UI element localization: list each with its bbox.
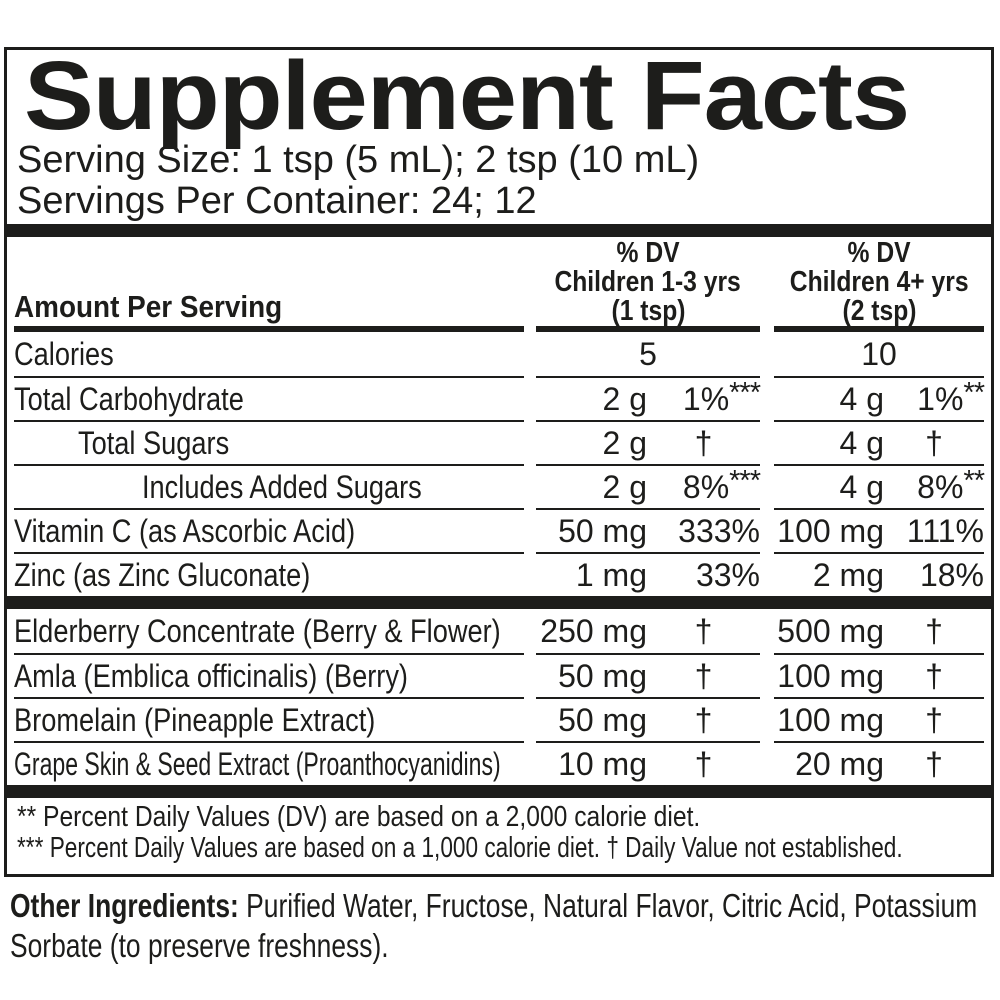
nutrient-name: Total Sugars <box>78 424 230 461</box>
amount-col2: 100 mg <box>777 512 884 549</box>
panel-title <box>24 47 984 150</box>
dv-col2-footnote-marker: ** <box>963 376 984 409</box>
amount-per-serving-label: Amount Per Serving <box>14 289 283 324</box>
dv-col2: † <box>925 701 943 738</box>
dv-col1: 333% <box>678 512 760 549</box>
table-row-calories <box>14 332 984 376</box>
section-divider-bottom <box>7 785 991 798</box>
dv-col1: † <box>694 612 713 649</box>
dv-col1: 8% <box>682 468 730 505</box>
supplement-facts-panel <box>4 47 994 877</box>
table-row <box>14 653 984 697</box>
amount-col2: 4 g <box>839 380 884 417</box>
footnote-1000-calorie: *** Percent Daily Values are based on a 1,000 calorie diet. † Daily Value not established. <box>17 832 903 864</box>
col1-dose-label: (1 tsp) <box>611 295 685 327</box>
col1-header-cell <box>536 239 760 332</box>
amount-col1: 2 g <box>602 380 647 417</box>
table-row <box>14 609 984 653</box>
dv-col1-footnote-marker: *** <box>729 376 760 409</box>
dv-col1: 33% <box>695 556 760 593</box>
table-row <box>14 741 984 785</box>
amount-col1: 1 mg <box>575 556 647 593</box>
dv-col1: 1% <box>682 380 730 417</box>
dv-col2: 18% <box>919 556 984 593</box>
nutrient-name: Total Carbohydrate <box>14 380 244 417</box>
dv-col2: 1% <box>917 380 964 417</box>
col1-dv-label: % DV <box>616 237 680 269</box>
amount-col2: 100 mg <box>777 657 884 694</box>
col2-header-cell <box>774 239 984 332</box>
panel-title-text: Supplement Facts <box>24 47 910 150</box>
amount-col1: 50 mg <box>558 657 647 694</box>
dv-col1: † <box>694 745 713 782</box>
footnote-2000-calorie: ** Percent Daily Values (DV) are based on a 2,000 calorie diet. <box>17 801 701 833</box>
calories-col2-value: 10 <box>861 335 897 372</box>
table-row <box>14 420 984 464</box>
amount-col2: 4 g <box>839 468 884 505</box>
dv-col1: † <box>694 424 713 461</box>
footnotes <box>17 802 984 864</box>
col2-group-label: Children 4+ yrs <box>789 266 969 298</box>
dv-col2: † <box>925 424 943 461</box>
dv-col2: † <box>925 745 943 782</box>
nutrient-name: Calories <box>14 335 114 372</box>
section-divider-middle <box>7 596 991 609</box>
nutrient-name: Grape Skin & Seed Extract (Proanthocyanidins) <box>14 745 501 782</box>
dv-col1: † <box>694 701 713 738</box>
col2-dose-label: (2 tsp) <box>842 295 916 327</box>
dv-col2: † <box>925 657 943 694</box>
table-row <box>14 552 984 596</box>
amount-col1: 2 g <box>602 468 647 505</box>
col2-dv-label: % DV <box>847 237 911 269</box>
nutrient-name: Includes Added Sugars <box>142 468 422 505</box>
table-row <box>14 464 984 508</box>
serving-size-line: Serving Size: 1 tsp (5 mL); 2 tsp (10 mL) <box>17 139 700 181</box>
amount-per-serving-header-cell <box>14 239 524 332</box>
dv-col1: † <box>694 657 713 694</box>
amount-col2: 2 mg <box>812 556 884 593</box>
dv-col1-footnote-marker: *** <box>729 464 760 497</box>
amount-col2: 20 mg <box>795 745 884 782</box>
calories-col1-value: 5 <box>639 335 657 372</box>
amount-col2: 4 g <box>839 424 884 461</box>
table-row <box>14 376 984 420</box>
dv-col2-footnote-marker: ** <box>963 464 984 497</box>
amount-col1: 50 mg <box>558 512 647 549</box>
other-ingredients <box>10 886 986 966</box>
nutrient-name: Zinc (as Zinc Gluconate) <box>14 556 311 593</box>
other-ingredients-text: Purified Water, Fructose, Natural Flavor, Citric Acid, Potassium Sorbate (to preserve freshness). <box>10 887 978 964</box>
amount-col1: 10 mg <box>558 745 647 782</box>
amount-col2: 100 mg <box>777 701 884 738</box>
section-divider-top <box>7 224 991 237</box>
table-header <box>14 239 984 332</box>
nutrient-name: Elderberry Concentrate (Berry & Flower) <box>14 612 501 649</box>
dv-col2: 111% <box>906 512 984 549</box>
amount-col1: 50 mg <box>558 701 647 738</box>
table-row <box>14 508 984 552</box>
dv-col2: † <box>925 612 943 649</box>
nutrient-name: Vitamin C (as Ascorbic Acid) <box>14 512 356 549</box>
nutrient-name: Bromelain (Pineapple Extract) <box>14 701 376 738</box>
amount-col1: 250 mg <box>540 612 647 649</box>
nutrient-name: Amla (Emblica officinalis) (Berry) <box>14 657 408 694</box>
other-ingredients-label: Other Ingredients: <box>10 887 239 924</box>
amount-col2: 500 mg <box>777 612 884 649</box>
amount-col1: 2 g <box>602 424 647 461</box>
col1-group-label: Children 1-3 yrs <box>554 266 742 298</box>
table-row <box>14 697 984 741</box>
dv-col2: 8% <box>917 468 964 505</box>
servings-per-container-line: Servings Per Container: 24; 12 <box>17 180 537 222</box>
